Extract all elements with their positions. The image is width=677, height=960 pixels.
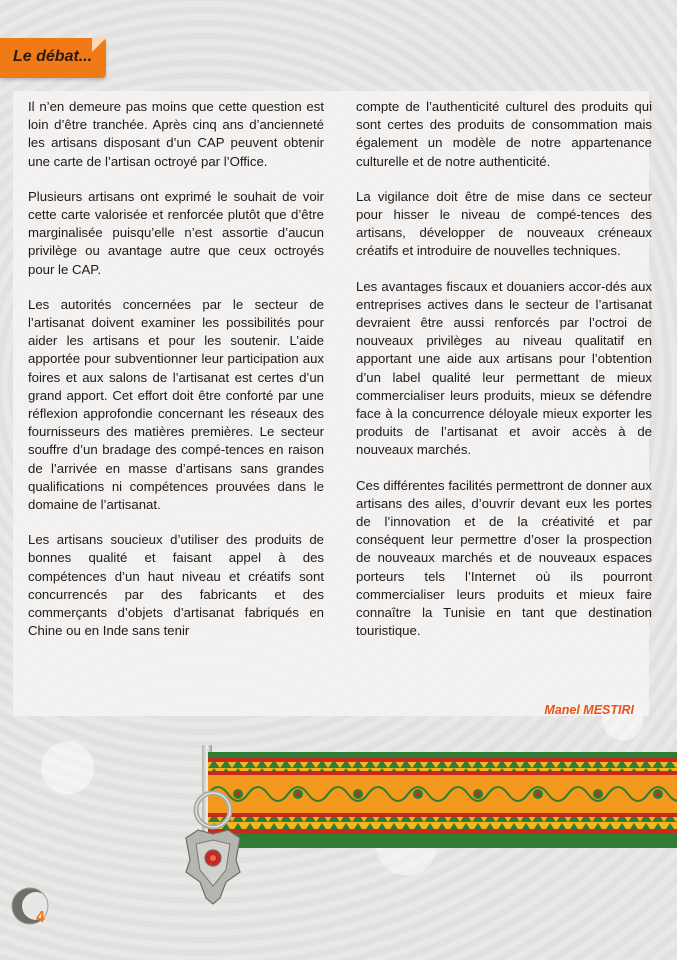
paragraph: Les autorités concernées par le secteur de l’artisanat doivent examiner les possibilités pour aider les artisans et pour les soutenir. L’aide apportée pour subventionner leur participation aux foires et aux salons de l’artisanat est certes d’un grand apport. Cet effort doit être conforté par une réflexion approfondie concernant les réseaux des fournisseurs des matières premières. Le secteur souffre d’un bradage des compé-tences en raison de l’arrivée en masse d’artisans sans grandes qualifications ni compétences prouvées dans le domaine de l’artisanat. bbox=[28, 296, 324, 513]
paragraph: La vigilance doit être de mise dans ce secteur pour hisser le niveau de compé-tences des artisans, développer de nouveaux créneaux créatifs et introduire de nouvelles techniques. bbox=[356, 188, 652, 259]
tab-corner-fold bbox=[92, 38, 106, 52]
ornamental-textile-band bbox=[208, 752, 677, 848]
article-right-column bbox=[356, 98, 652, 657]
paragraph: compte de l’authenticité culturel des produits qui sont certes des produits de consommation mais également un modèle de notre appartenance culturelle et de notre authenticité. bbox=[356, 99, 652, 169]
paragraph: Ces différentes facilités permettront de donner aux artisans des ailes, d’ouvrir devant eux les portes de l’innovation et de la créativité et par conséquent leur permettre d’oser la prospection de nouveaux marchés et de nouveaux espaces porteurs tels l’Internet où ils pourront commercialiser leurs produits et mieux faire connaître la Tunisie en tant que destination touristique. bbox=[356, 477, 652, 639]
page-number: 4 bbox=[36, 909, 45, 926]
paragraph: Plusieurs artisans ont exprimé le souhait de voir cette carte valorisée et renforcée plutôt que d’être marginalisée puisqu’elle n’est assortie d’aucun privilège ou avantage autre que ceux octroyés pour le CAP. bbox=[28, 188, 324, 277]
paragraph: Les avantages fiscaux et douaniers accor-dés aux entreprises actives dans le secteur de l’artisanat devraient être aussi renforcés par l’octroi de nouveaux privilèges au niveau qualitatif en apportant une aide aux artisans pour l’obtention d’un label qualité leur permettant de mieux commercialiser leurs produits, mieux se défendre face à la concurrence déloyale mieux exporter les produits de l’artisanat et avoir accès à de nouveaux marchés. bbox=[356, 278, 652, 458]
section-tab bbox=[0, 38, 106, 78]
author-signature: Manel MESTIRI bbox=[544, 703, 634, 717]
article-left-column bbox=[28, 98, 324, 657]
silver-hand-pendant bbox=[178, 790, 248, 910]
paragraph: Les artisans soucieux d’utiliser des produits de bonnes qualité et faisant appel à des compétences d’un haut niveau et créatifs sont concurrencés par des fabricants et des commerçants d’objets d’artisanat fabriqués en Chine ou en Inde sans tenir bbox=[28, 532, 324, 639]
section-title: Le débat... bbox=[13, 48, 93, 65]
paragraph: Il n’en demeure pas moins que cette question est loin d’être tranchée. Après cinq ans d’ancienneté les artisans disposant d’un CAP peuvent obtenir une carte de l’artisan octroyé par l’Office. bbox=[28, 99, 324, 169]
